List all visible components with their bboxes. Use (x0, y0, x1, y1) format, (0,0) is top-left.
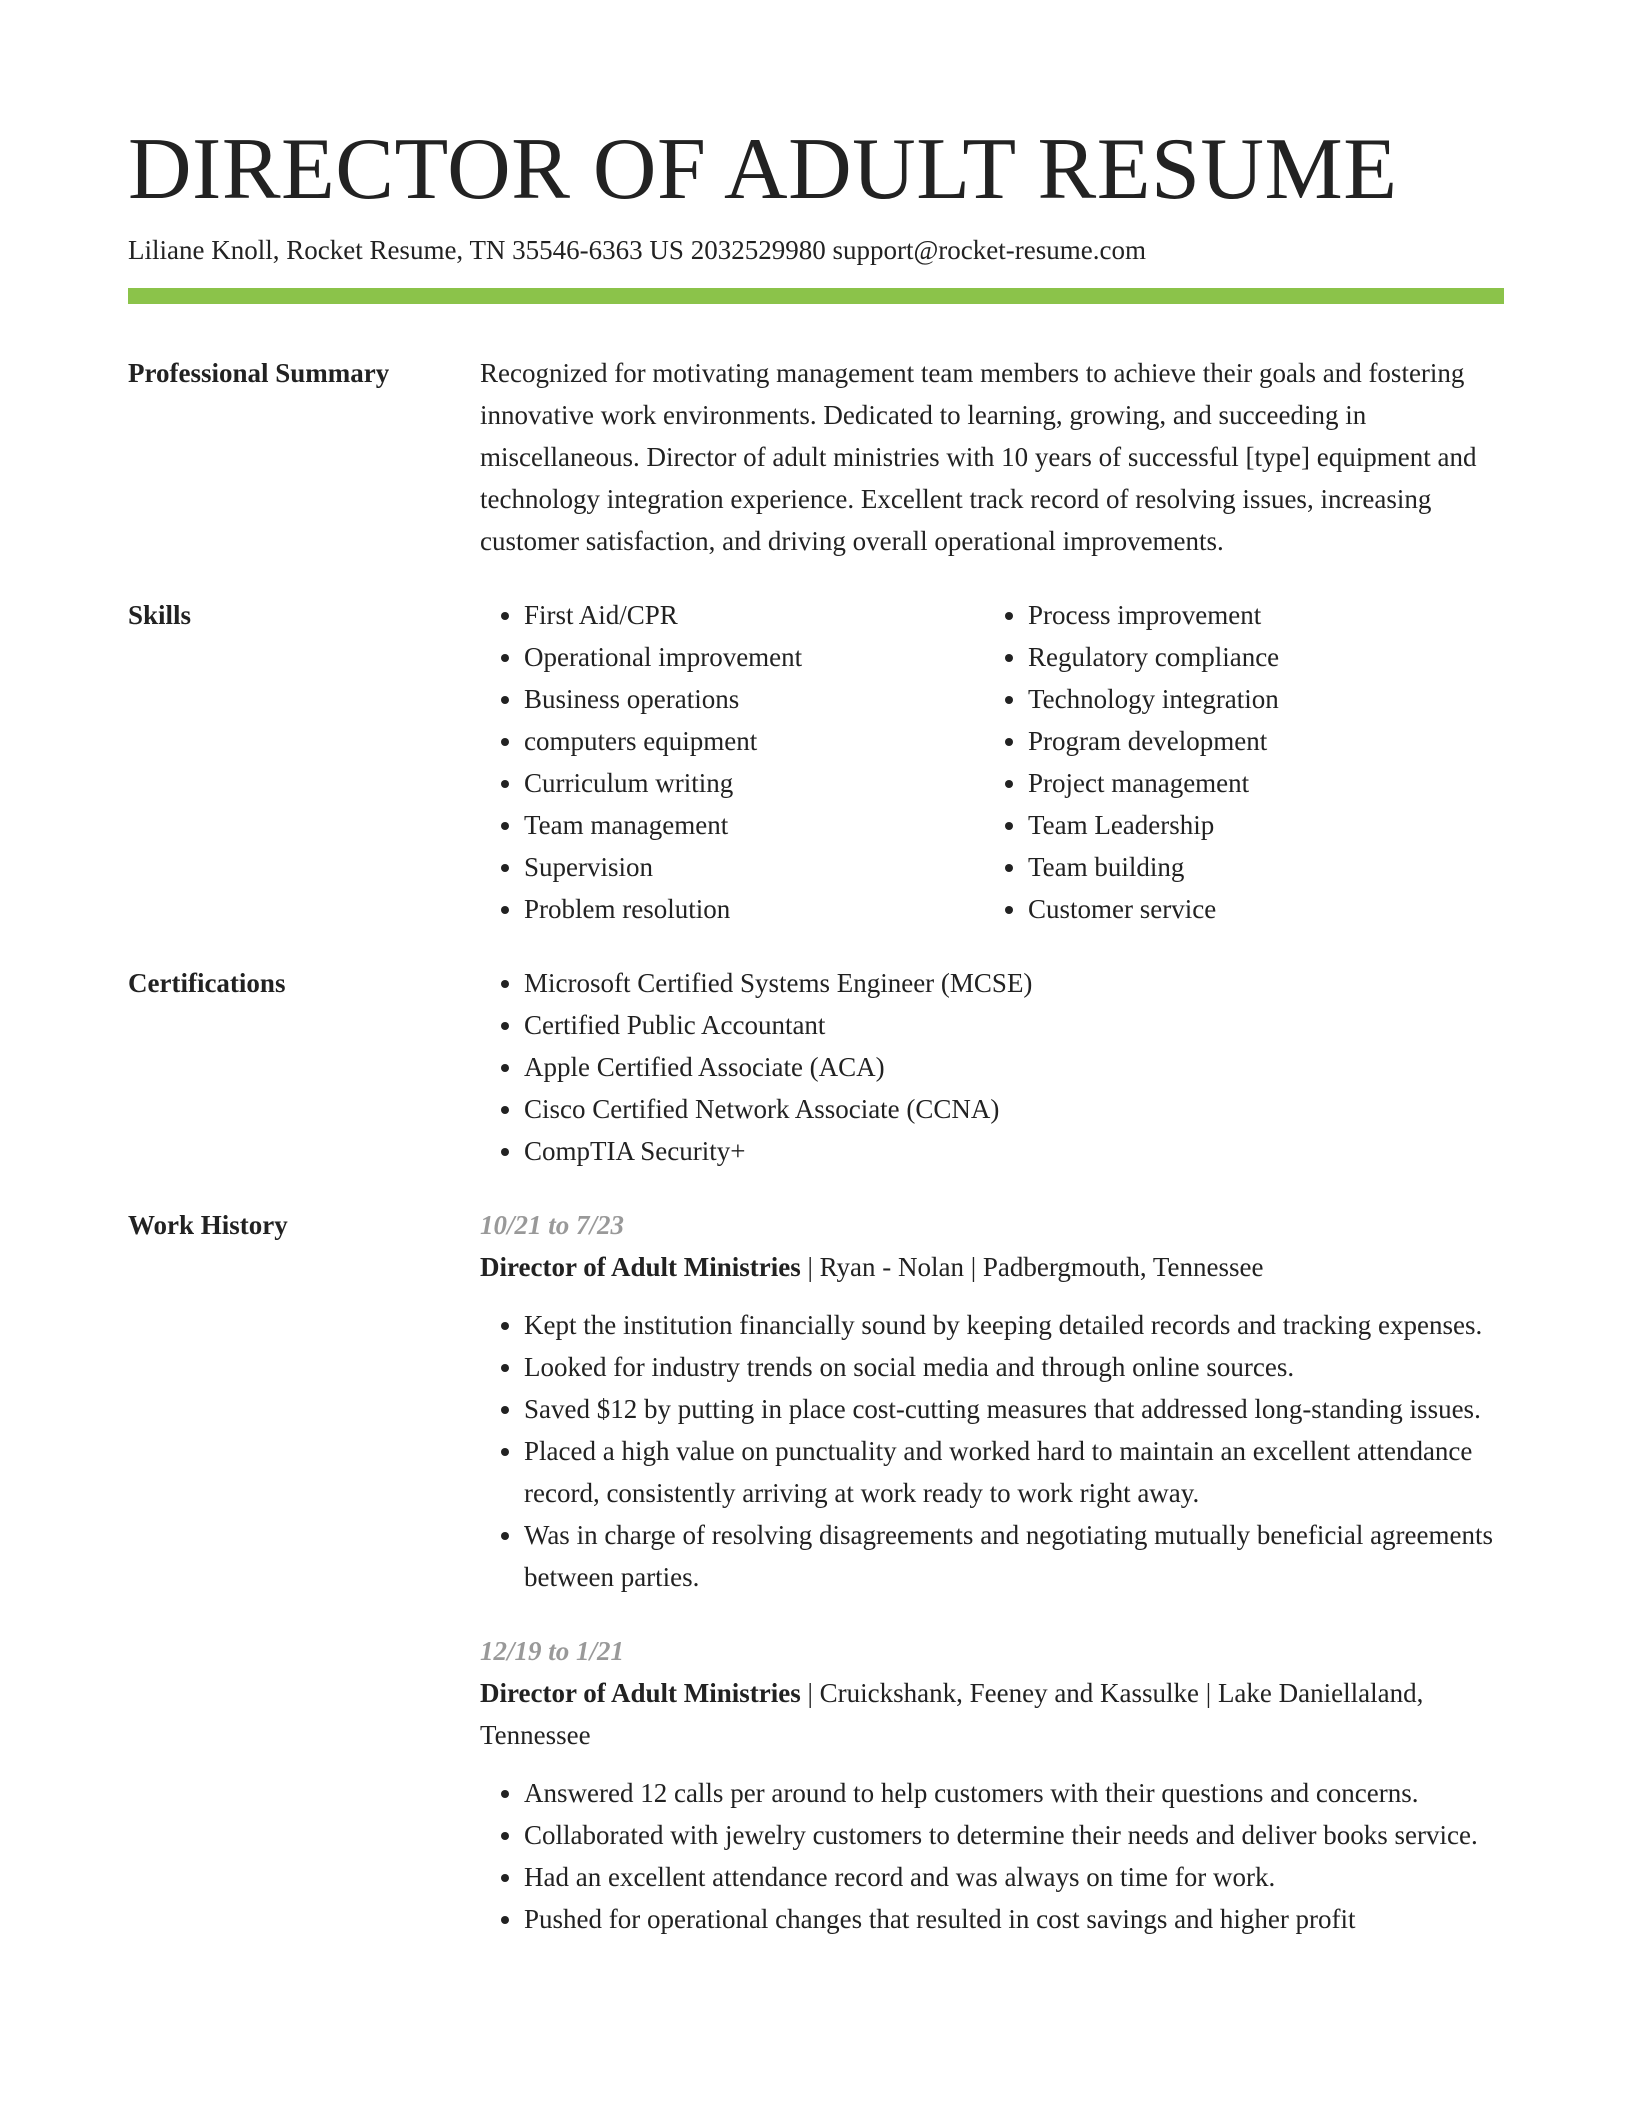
list-item: • Looked for industry trends on social media and through online sources. (524, 1346, 1504, 1388)
list-item: • Process improvement (1028, 594, 1488, 636)
section-label: Certifications (128, 968, 286, 998)
section-professional-summary (128, 352, 1504, 562)
job-heading (480, 1672, 1504, 1756)
contact-line: Liliane Knoll, Rocket Resume, TN 35546-6363 US 2032529980 support@rocket-resume.com (128, 235, 1146, 265)
job-heading (480, 1246, 1504, 1288)
list-item: • Team management (524, 804, 984, 846)
section-body (480, 352, 1504, 562)
list-item: • Kept the institution financially sound by keeping detailed records and tracking expenses. (524, 1304, 1504, 1346)
section-body (480, 594, 1504, 930)
job-title: Director of Adult Ministries (480, 1252, 801, 1282)
job-title: Director of Adult Ministries (480, 1678, 801, 1708)
resume-page (128, 120, 1504, 1972)
list-item: • Business operations (524, 678, 984, 720)
skills-list-left (480, 594, 984, 930)
list-item: • Microsoft Certified Systems Engineer (MCSE) (524, 962, 1504, 1004)
list-item: • Curriculum writing (524, 762, 984, 804)
job-dates: 10/21 to 7/23 (480, 1210, 625, 1240)
job-dates: 12/19 to 1/21 (480, 1636, 625, 1666)
list-item: • Saved $12 by putting in place cost-cutting measures that addressed long-standing issues. (524, 1388, 1504, 1430)
job-bullets (480, 1772, 1504, 1940)
section-label: Skills (128, 600, 192, 630)
list-item: • Team building (1028, 846, 1488, 888)
list-item: • Regulatory compliance (1028, 636, 1488, 678)
summary-text: Recognized for motivating management team members to achieve their goals and fostering innovative work environments. Dedicated to learning, growing, and succeeding in miscellaneous. Director of adult ministries with 10 years of successful [type] equipment and technology integration experience. Excellent track record of resolving issues, increasing customer satisfaction, and driving overall operational improvements. (480, 358, 1477, 556)
list-item: • Answered 12 calls per around to help customers with their questions and concerns. (524, 1772, 1504, 1814)
skills-columns (480, 594, 1504, 930)
job-details: | Cruickshank, Feeney and Kassulke | Lake Daniellaland, Tennessee (480, 1678, 1424, 1750)
job-entry (480, 1204, 1504, 1598)
certifications-list (480, 962, 1504, 1172)
list-item: • Program development (1028, 720, 1488, 762)
list-item: • Was in charge of resolving disagreements and negotiating mutually beneficial agreements between parties. (524, 1514, 1504, 1598)
section-skills (128, 594, 1504, 930)
list-item: • Pushed for operational changes that resulted in cost savings and higher profit (524, 1898, 1504, 1940)
list-item: • Cisco Certified Network Associate (CCNA) (524, 1088, 1504, 1130)
job-entry (480, 1630, 1504, 1940)
section-label: Work History (128, 1210, 288, 1240)
list-item: • First Aid/CPR (524, 594, 984, 636)
list-item: • Placed a high value on punctuality and worked hard to maintain an excellent attendance record, consistently arriving at work ready to work right away. (524, 1430, 1504, 1514)
resume-title: DIRECTOR OF ADULT RESUME (128, 121, 1398, 218)
list-item: • CompTIA Security+ (524, 1130, 1504, 1172)
section-body (480, 1204, 1504, 1972)
list-item: • Had an excellent attendance record and was always on time for work. (524, 1856, 1504, 1898)
header-divider (128, 288, 1504, 304)
list-item: • Technology integration (1028, 678, 1488, 720)
list-item: • Operational improvement (524, 636, 984, 678)
section-certifications (128, 962, 1504, 1172)
job-details: | Ryan - Nolan | Padbergmouth, Tennessee (800, 1252, 1264, 1282)
skills-list-right (984, 594, 1488, 930)
list-item: • Collaborated with jewelry customers to determine their needs and deliver books service. (524, 1814, 1504, 1856)
list-item: • Project management (1028, 762, 1488, 804)
list-item: • Team Leadership (1028, 804, 1488, 846)
job-bullets (480, 1304, 1504, 1598)
list-item: • Supervision (524, 846, 984, 888)
section-body (480, 962, 1504, 1172)
list-item: • computers equipment (524, 720, 984, 762)
section-work-history (128, 1204, 1504, 1972)
list-item: • Customer service (1028, 888, 1488, 930)
list-item: • Problem resolution (524, 888, 984, 930)
section-label: Professional Summary (128, 358, 390, 388)
list-item: • Apple Certified Associate (ACA) (524, 1046, 1504, 1088)
list-item: • Certified Public Accountant (524, 1004, 1504, 1046)
